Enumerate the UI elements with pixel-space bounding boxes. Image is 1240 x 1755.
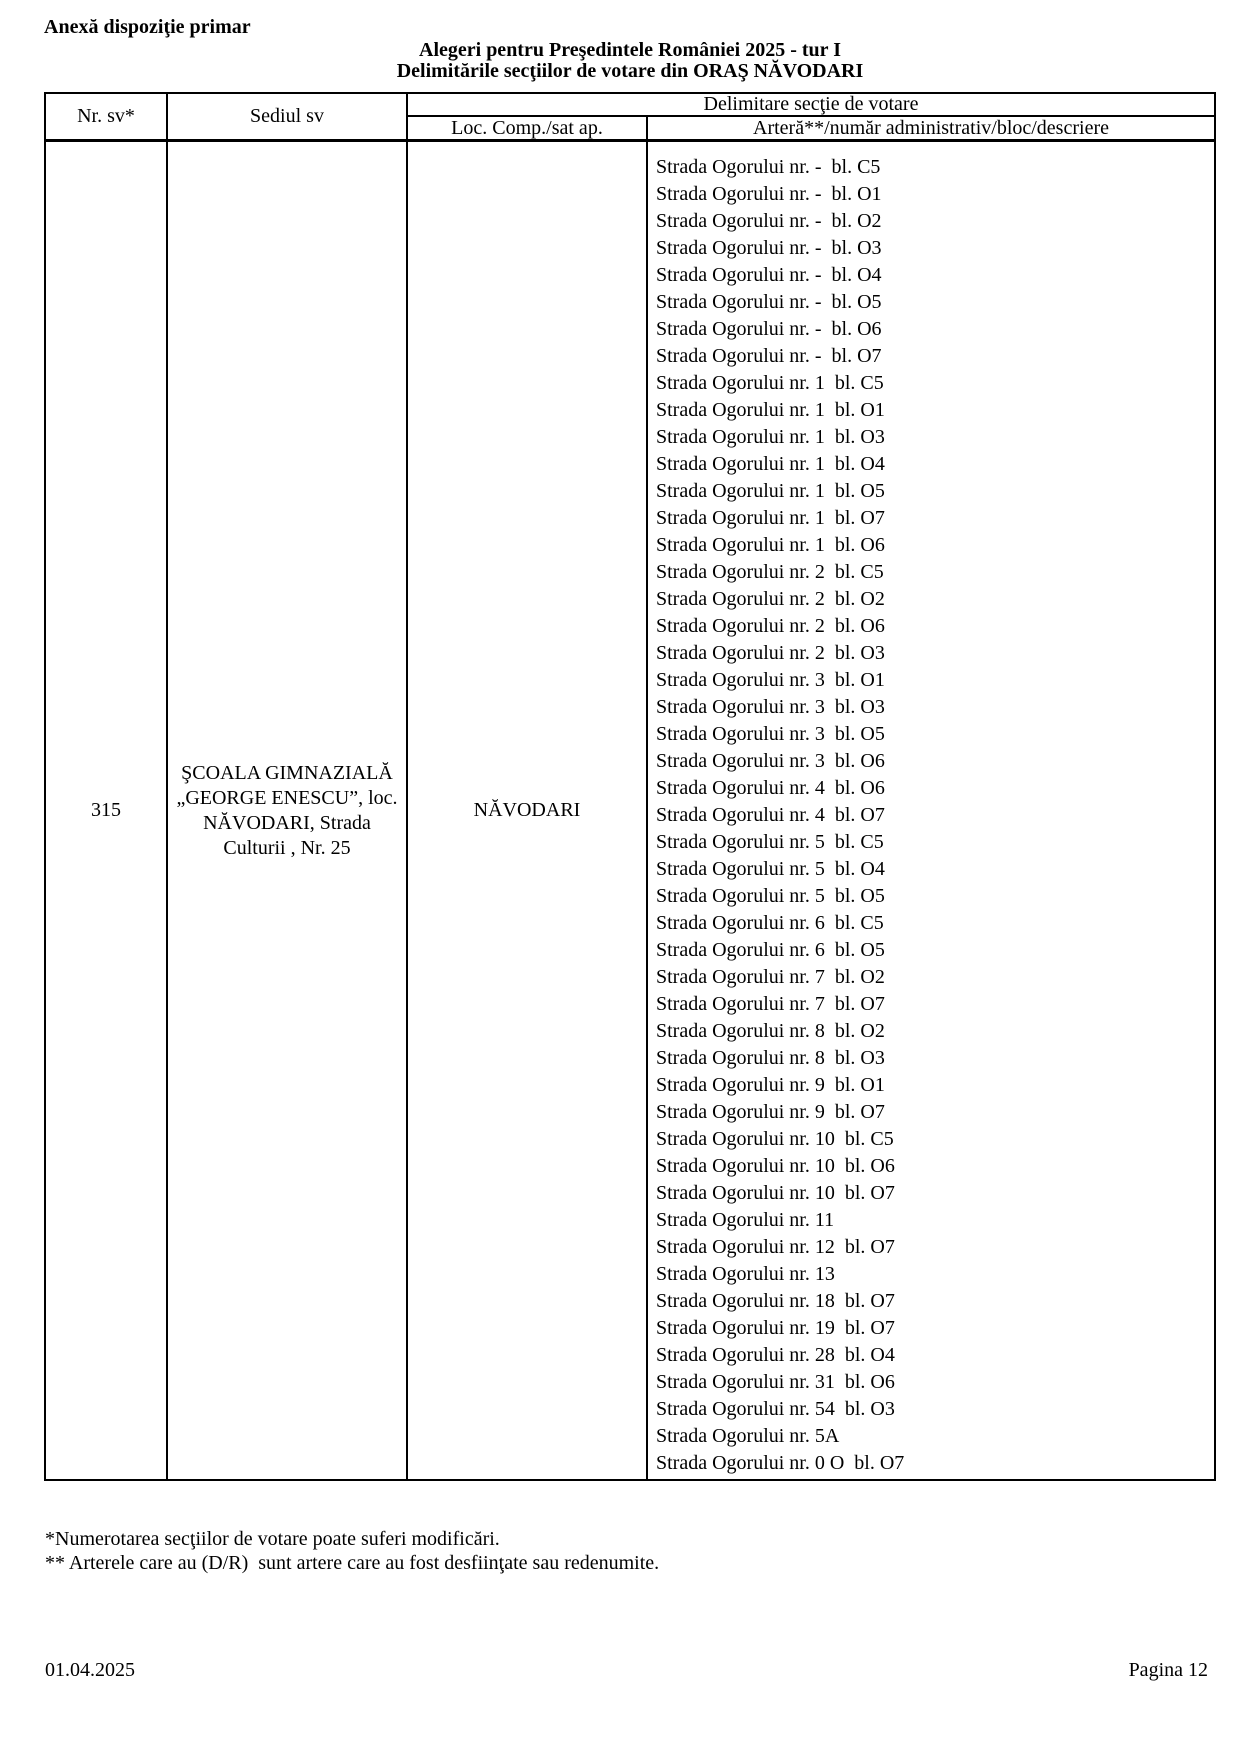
artera-line: Strada Ogorului nr. 18 bl. O7 [656, 1290, 895, 1312]
artera-line: Strada Ogorului nr. - bl. O5 [656, 291, 882, 313]
artera-line: Strada Ogorului nr. 5A [656, 1425, 840, 1447]
artera-line: Strada Ogorului nr. 1 bl. O7 [656, 507, 885, 529]
artera-line: Strada Ogorului nr. 1 bl. O6 [656, 534, 885, 556]
artera-line: Strada Ogorului nr. 7 bl. O7 [656, 993, 885, 1015]
header-loc-comp: Loc. Comp./sat ap. [406, 117, 646, 139]
cell-sediul-sv: ŞCOALA GIMNAZIALĂ „GEORGE ENESCU”, loc. NĂVODARI, Strada Culturii , Nr. 25 [166, 142, 406, 1479]
footer-page-number: Pagina 12 [1128, 1659, 1208, 1681]
artera-line: Strada Ogorului nr. 54 bl. O3 [656, 1398, 895, 1420]
artera-line: Strada Ogorului nr. 1 bl. C5 [656, 372, 884, 394]
title-line-2: Delimitările secţiilor de votare din ORAŞ NĂVODARI [396, 60, 864, 82]
artera-line: Strada Ogorului nr. 3 bl. O3 [656, 696, 885, 718]
artera-line: Strada Ogorului nr. - bl. O7 [656, 345, 882, 367]
artera-line: Strada Ogorului nr. 3 bl. O1 [656, 669, 885, 691]
document-title [44, 40, 1216, 82]
table-row [46, 142, 1214, 1479]
artera-line: Strada Ogorului nr. 2 bl. O3 [656, 642, 885, 664]
artera-line: Strada Ogorului nr. - bl. O2 [656, 210, 882, 232]
cell-artera-list [646, 142, 1214, 1479]
artera-line: Strada Ogorului nr. 2 bl. O2 [656, 588, 885, 610]
artera-line: Strada Ogorului nr. 10 bl. C5 [656, 1128, 894, 1150]
artera-line: Strada Ogorului nr. 1 bl. O5 [656, 480, 885, 502]
delimitation-table [44, 92, 1216, 1481]
artera-line: Strada Ogorului nr. 4 bl. O6 [656, 777, 885, 799]
table-header [46, 94, 1214, 142]
artera-line: Strada Ogorului nr. 11 [656, 1209, 835, 1231]
header-delimitare: Delimitare secţie de votare [406, 94, 1214, 117]
artera-line: Strada Ogorului nr. 2 bl. C5 [656, 561, 884, 583]
artera-line: Strada Ogorului nr. 7 bl. O2 [656, 966, 885, 988]
artera-line: Strada Ogorului nr. 1 bl. O4 [656, 453, 885, 475]
footer-date: 01.04.2025 [45, 1659, 135, 1681]
artera-line: Strada Ogorului nr. - bl. O3 [656, 237, 882, 259]
artera-line: Strada Ogorului nr. 19 bl. O7 [656, 1317, 895, 1339]
header-sediul-sv: Sediul sv [166, 94, 406, 139]
title-line-1: Alegeri pentru Preşedintele României 2025 - tur I [419, 39, 841, 61]
artera-line: Strada Ogorului nr. 8 bl. O2 [656, 1020, 885, 1042]
header-artera: Arteră**/număr administrativ/bloc/descriere [646, 117, 1214, 139]
artera-line: Strada Ogorului nr. 3 bl. O5 [656, 723, 885, 745]
artera-line: Strada Ogorului nr. - bl. C5 [656, 156, 881, 178]
header-nr-sv: Nr. sv* [77, 105, 135, 127]
artera-line: Strada Ogorului nr. 0 O bl. O7 [656, 1452, 905, 1474]
artera-line: Strada Ogorului nr. 9 bl. O7 [656, 1101, 885, 1123]
cell-nr-sv: 315 [91, 799, 121, 821]
artera-line: Strada Ogorului nr. 28 bl. O4 [656, 1344, 895, 1366]
artera-line: Strada Ogorului nr. 5 bl. O4 [656, 858, 885, 880]
artera-line: Strada Ogorului nr. 10 bl. O7 [656, 1182, 895, 1204]
footnote-1: *Numerotarea secţiilor de votare poate suferi modificări. [45, 1528, 500, 1550]
artera-line: Strada Ogorului nr. 2 bl. O6 [656, 615, 885, 637]
artera-line: Strada Ogorului nr. 6 bl. O5 [656, 939, 885, 961]
artera-line: Strada Ogorului nr. 6 bl. C5 [656, 912, 884, 934]
artera-line: Strada Ogorului nr. 9 bl. O1 [656, 1074, 885, 1096]
artera-line: Strada Ogorului nr. 4 bl. O7 [656, 804, 885, 826]
artera-line: Strada Ogorului nr. 10 bl. O6 [656, 1155, 895, 1177]
artera-line: Strada Ogorului nr. 5 bl. O5 [656, 885, 885, 907]
artera-line: Strada Ogorului nr. 31 bl. O6 [656, 1371, 895, 1393]
footnote-2: ** Arterele care au (D/R) sunt artere care au fost desfiinţate sau redenumite. [45, 1552, 660, 1574]
artera-line: Strada Ogorului nr. 3 bl. O6 [656, 750, 885, 772]
cell-loc-comp: NĂVODARI [406, 142, 646, 1479]
footnotes [45, 1527, 659, 1575]
artera-line: Strada Ogorului nr. 5 bl. C5 [656, 831, 884, 853]
artera-line: Strada Ogorului nr. 13 [656, 1263, 835, 1285]
annex-label: Anexă dispoziţie primar [44, 16, 251, 38]
artera-line: Strada Ogorului nr. 12 bl. O7 [656, 1236, 895, 1258]
artera-line: Strada Ogorului nr. - bl. O4 [656, 264, 882, 286]
artera-line: Strada Ogorului nr. - bl. O6 [656, 318, 882, 340]
artera-line: Strada Ogorului nr. 1 bl. O3 [656, 426, 885, 448]
artera-line: Strada Ogorului nr. - bl. O1 [656, 183, 882, 205]
artera-line: Strada Ogorului nr. 8 bl. O3 [656, 1047, 885, 1069]
artera-line: Strada Ogorului nr. 1 bl. O1 [656, 399, 885, 421]
